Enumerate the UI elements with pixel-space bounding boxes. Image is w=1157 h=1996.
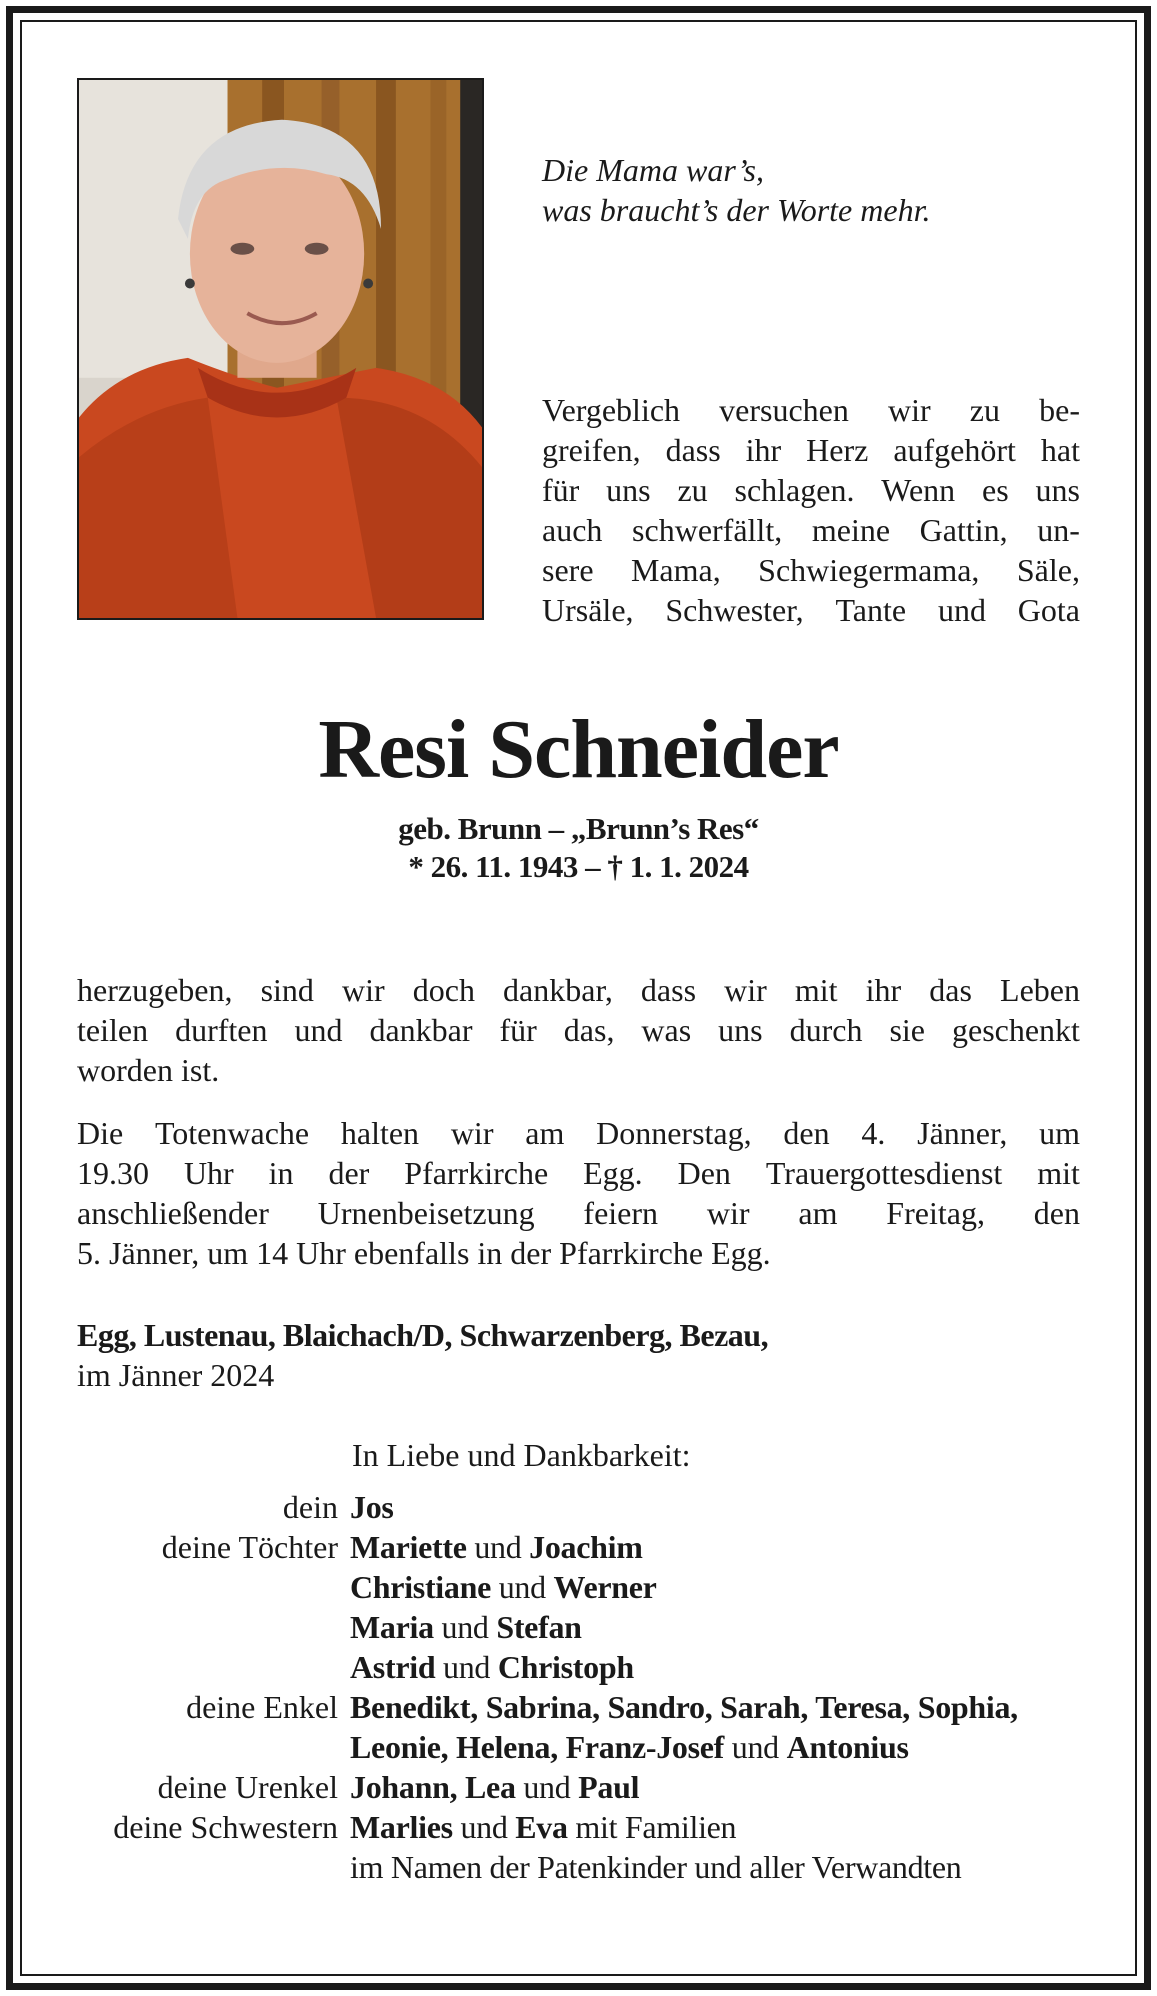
text-line — [542, 470, 1080, 510]
word: dankbar, — [503, 972, 613, 1008]
family-name: Leonie, Helena, Franz-Josef — [350, 1729, 725, 1765]
family-name: Christiane — [350, 1569, 492, 1605]
paragraph-funeral-details — [77, 1113, 1080, 1273]
family-name: Antonius — [786, 1729, 909, 1765]
family-names — [338, 1727, 909, 1767]
word: Wenn — [881, 472, 956, 508]
family-row — [40, 1607, 1120, 1647]
word: feiern — [583, 1195, 659, 1231]
connector-text: und — [491, 1569, 554, 1605]
word: Egg. — [583, 1155, 643, 1191]
word: ihr — [745, 432, 782, 468]
word: dass — [640, 972, 697, 1008]
word: wir — [888, 392, 931, 428]
word: Leben — [1000, 972, 1080, 1008]
word: für — [499, 1012, 537, 1048]
family-list — [40, 1487, 1120, 1887]
text-line — [77, 1153, 1080, 1193]
motto-line: Die Mama war’s, — [542, 152, 764, 188]
word: be- — [1039, 392, 1080, 428]
word: Herz — [806, 432, 869, 468]
family-name: Paul — [578, 1769, 640, 1805]
word: wir — [724, 972, 767, 1008]
word: zu — [677, 472, 708, 508]
family-name: Joachim — [529, 1529, 643, 1565]
intro-text — [542, 390, 1080, 630]
text-line: worden ist. — [77, 1052, 220, 1088]
word: sind — [260, 972, 314, 1008]
places: Egg, Lustenau, Blaichach/D, Schwarzenberg, Bezau, — [77, 1317, 769, 1353]
paragraph-gratitude — [77, 970, 1080, 1090]
text-line — [77, 1113, 1080, 1153]
connector-text: und — [724, 1729, 787, 1765]
word: das, — [563, 1012, 615, 1048]
family-row — [40, 1527, 1120, 1567]
word: Jänner, — [917, 1115, 1008, 1151]
family-row — [40, 1847, 1120, 1887]
text-line — [542, 590, 1080, 630]
text-line — [77, 1193, 1080, 1233]
word: Trauergottesdienst — [765, 1155, 1003, 1191]
word: Schwiegermama, — [758, 552, 980, 588]
word: Donnerstag, — [596, 1115, 752, 1151]
word: anschließender — [77, 1195, 269, 1231]
word: 19.30 — [77, 1155, 149, 1191]
word: den — [783, 1115, 830, 1151]
relation-label: deine Schwestern — [113, 1809, 338, 1845]
portrait-photo — [77, 78, 484, 620]
word: Mama, — [630, 552, 721, 588]
word: versuchen — [719, 392, 849, 428]
family-name: Maria — [350, 1609, 434, 1645]
signoff: In Liebe und Dankbarkeit: — [352, 1437, 691, 1473]
word: dass — [665, 432, 721, 468]
word: wir — [342, 972, 385, 1008]
family-row — [40, 1567, 1120, 1607]
word: das — [929, 972, 972, 1008]
word: Gota — [1017, 592, 1080, 628]
word: herzugeben, — [77, 972, 233, 1008]
word: es — [981, 472, 1009, 508]
family-name: Eva — [515, 1809, 568, 1845]
word: greifen, — [542, 432, 641, 468]
text-line: 5. Jänner, um 14 Uhr ebenfalls in der Pfarrkirche Egg. — [77, 1235, 771, 1271]
family-names — [338, 1807, 736, 1847]
connector-text: mit Familien — [567, 1809, 737, 1845]
word: geschenkt — [951, 1012, 1080, 1048]
family-names — [338, 1687, 1018, 1727]
word: aufgehört — [893, 432, 1016, 468]
text-line — [77, 970, 1080, 1010]
word: den — [1033, 1195, 1080, 1231]
word: uns — [1035, 472, 1080, 508]
family-names — [338, 1527, 643, 1567]
word: hat — [1040, 432, 1080, 468]
word: Freitag, — [886, 1195, 985, 1231]
connector-text: und — [466, 1529, 530, 1565]
text-line — [542, 510, 1080, 550]
word: meine — [811, 512, 891, 548]
word: wir — [450, 1115, 494, 1151]
word: durften — [175, 1012, 268, 1048]
word: sere — [542, 552, 594, 588]
word: Gattin, — [919, 512, 1008, 548]
word: 4. — [861, 1115, 886, 1151]
motto-quote — [542, 150, 1082, 230]
relation-label: deine Enkel — [186, 1689, 338, 1725]
relation-label — [40, 1847, 338, 1887]
family-names — [338, 1567, 657, 1607]
deceased-name: Resi Schneider — [318, 703, 839, 796]
word: dankbar — [369, 1012, 473, 1048]
word: Urnenbeisetzung — [317, 1195, 535, 1231]
family-row — [40, 1647, 1120, 1687]
word: mit — [794, 972, 838, 1008]
family-name: Christoph — [497, 1649, 634, 1685]
family-names — [338, 1487, 394, 1527]
family-row — [40, 1727, 1120, 1767]
word: zu — [969, 392, 1000, 428]
word: auch — [542, 512, 603, 548]
family-row — [40, 1487, 1120, 1527]
date-line: im Jänner 2024 — [77, 1357, 275, 1393]
family-names — [338, 1647, 634, 1687]
word: durch — [789, 1012, 863, 1048]
family-row — [40, 1807, 1120, 1847]
word: in — [268, 1155, 294, 1191]
word: Schwester, — [665, 592, 804, 628]
family-name: Benedikt, Sabrina, Sandro, Sarah, Teresa, Sophia, — [350, 1689, 1018, 1725]
word: für — [542, 472, 580, 508]
word: sie — [889, 1012, 925, 1048]
relation-label — [40, 1567, 338, 1607]
relation-label: dein — [282, 1489, 338, 1525]
family-name: Marlies — [350, 1809, 453, 1845]
word: und — [294, 1012, 343, 1048]
family-names — [338, 1607, 582, 1647]
word: Vergeblich — [542, 392, 681, 428]
word: ihr — [865, 972, 902, 1008]
word: Die — [77, 1115, 124, 1151]
connector-text: und — [452, 1809, 516, 1845]
relation-label — [40, 1727, 338, 1767]
word: Den — [677, 1155, 731, 1191]
family-name: Johann, Lea — [350, 1769, 516, 1805]
family-name: Astrid — [350, 1649, 436, 1685]
family-name: Jos — [350, 1489, 394, 1525]
motto-line: was braucht’s der Worte mehr. — [542, 192, 931, 228]
text-line — [77, 1010, 1080, 1050]
connector-text: und — [515, 1769, 579, 1805]
word: und — [937, 592, 986, 628]
maiden-name: geb. Brunn – „Brunn’s Res“ — [398, 811, 759, 846]
relation-label: deine Urenkel — [157, 1769, 338, 1805]
family-row — [40, 1767, 1120, 1807]
word: uns — [718, 1012, 763, 1048]
connector-text: im Namen der Patenkinder und aller Verwandten — [350, 1849, 962, 1885]
family-names — [338, 1847, 962, 1887]
word: wir — [706, 1195, 750, 1231]
word: Säle, — [1016, 552, 1080, 588]
word: schwerfällt, — [632, 512, 783, 548]
word: um — [1039, 1115, 1080, 1151]
word: teilen — [77, 1012, 149, 1048]
text-line — [542, 390, 1080, 430]
word: Tante — [835, 592, 907, 628]
text-line — [542, 550, 1080, 590]
text-line — [542, 430, 1080, 470]
word: uns — [606, 472, 651, 508]
word: un- — [1037, 512, 1080, 548]
word: Uhr — [183, 1155, 234, 1191]
connector-text: und — [435, 1649, 498, 1685]
family-name: Werner — [553, 1569, 657, 1605]
family-names — [338, 1767, 639, 1807]
word: halten — [340, 1115, 420, 1151]
life-dates: * 26. 11. 1943 – † 1. 1. 2024 — [408, 849, 749, 884]
family-name: Stefan — [496, 1609, 582, 1645]
place-and-date — [77, 1315, 1080, 1395]
connector-text: und — [433, 1609, 497, 1645]
word: doch — [412, 972, 475, 1008]
word: Pfarrkirche — [404, 1155, 549, 1191]
family-row — [40, 1687, 1120, 1727]
word: Ursäle, — [542, 592, 634, 628]
relation-label — [40, 1607, 338, 1647]
word: schlagen. — [734, 472, 855, 508]
family-name: Mariette — [350, 1529, 467, 1565]
word: am — [525, 1115, 565, 1151]
relation-label — [40, 1647, 338, 1687]
word: Totenwache — [154, 1115, 310, 1151]
relation-label: deine Töchter — [161, 1529, 338, 1565]
word: mit — [1037, 1155, 1080, 1191]
word: was — [641, 1012, 692, 1048]
word: am — [798, 1195, 838, 1231]
word: der — [328, 1155, 370, 1191]
